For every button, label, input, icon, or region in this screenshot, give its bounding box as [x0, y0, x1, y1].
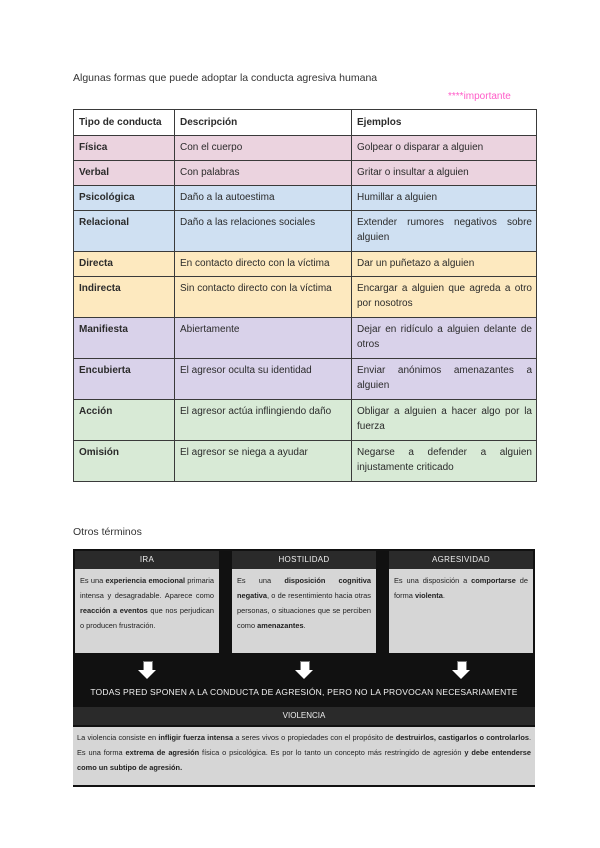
- ira-title: IRA: [75, 551, 219, 569]
- description-cell: Con el cuerpo: [175, 136, 352, 161]
- description-cell: El agresor oculta su identidad: [175, 359, 352, 400]
- table-header-row: [74, 110, 537, 136]
- description-cell: Abiertamente: [175, 318, 352, 359]
- ira-text: Es una experiencia emocional primaria intensa y desagradable. Aparece como reacción a eventos que nos perjudican o producen frustración.: [75, 569, 219, 653]
- table-row: [74, 441, 537, 482]
- example-cell: Dar un puñetazo a alguien: [352, 252, 537, 277]
- table-row: [74, 186, 537, 211]
- type-cell: Psicológica: [74, 186, 175, 211]
- violencia-text: La violencia consiste en infligir fuerza intensa a seres vivos o propiedades con el propósito de destruirlos, castigarlos o controlarlos. Es una forma extrema de agresión física o psicológica. Es por lo tanto un concepto más restringido de agresión y debe entenderse como un subtipo de agresión.: [73, 727, 535, 785]
- description-cell: Daño a la autoestima: [175, 186, 352, 211]
- agresividad-box: [389, 551, 533, 653]
- example-cell: Humillar a alguien: [352, 186, 537, 211]
- table-caption: Algunas formas que puede adoptar la conducta agresiva humana: [73, 72, 378, 84]
- agresividad-title: AGRESIVIDAD: [389, 551, 533, 569]
- type-cell: Omisión: [74, 441, 175, 482]
- terms-diagram: [73, 549, 535, 787]
- violencia-title: VIOLENCIA: [73, 707, 535, 725]
- header-type: Tipo de conducta: [74, 110, 175, 136]
- example-cell: Encargar a alguien que agreda a otro por nosotros: [352, 277, 537, 318]
- agresividad-text: Es una disposición a comportarse de forma violenta.: [389, 569, 533, 653]
- example-cell: Enviar anónimos amenazantes a alguien: [352, 359, 537, 400]
- hostilidad-title: HOSTILIDAD: [232, 551, 376, 569]
- hostilidad-text: Es una disposición cognitiva negativa, o de resentimiento hacia otras personas, o situaciones que se perciben como amenazantes.: [232, 569, 376, 653]
- ira-box: [75, 551, 219, 653]
- example-cell: Dejar en ridículo a alguien delante de otros: [352, 318, 537, 359]
- example-cell: Gritar o insultar a alguien: [352, 161, 537, 186]
- table-row: [74, 359, 537, 400]
- description-cell: Sin contacto directo con la víctima: [175, 277, 352, 318]
- aggression-types-table: [73, 109, 537, 482]
- type-cell: Manifiesta: [74, 318, 175, 359]
- type-cell: Física: [74, 136, 175, 161]
- description-cell: El agresor actúa inflingiendo daño: [175, 400, 352, 441]
- description-cell: En contacto directo con la víctima: [175, 252, 352, 277]
- description-cell: El agresor se niega a ayudar: [175, 441, 352, 482]
- table-row: [74, 318, 537, 359]
- type-cell: Directa: [74, 252, 175, 277]
- table-row: [74, 161, 537, 186]
- type-cell: Encubierta: [74, 359, 175, 400]
- example-cell: Extender rumores negativos sobre alguien: [352, 211, 537, 252]
- important-note: ****importante: [448, 91, 511, 102]
- hostilidad-box: [232, 551, 376, 653]
- table-row: [74, 136, 537, 161]
- header-examples: Ejemplos: [352, 110, 537, 136]
- type-cell: Acción: [74, 400, 175, 441]
- example-cell: Golpear o disparar a alguien: [352, 136, 537, 161]
- table-row: [74, 252, 537, 277]
- example-cell: Negarse a defender a alguien injustamente criticado: [352, 441, 537, 482]
- table-row: [74, 400, 537, 441]
- table-row: [74, 211, 537, 252]
- table-row: [74, 277, 537, 318]
- description-cell: Con palabras: [175, 161, 352, 186]
- example-cell: Obligar a alguien a hacer algo por la fuerza: [352, 400, 537, 441]
- type-cell: Relacional: [74, 211, 175, 252]
- type-cell: Indirecta: [74, 277, 175, 318]
- diagram-note: TODAS PRED SPONEN A LA CONDUCTA DE AGRESIÓN, PERO NO LA PROVOCAN NECESARIAMENTE: [90, 687, 518, 697]
- others-title: Otros términos: [73, 526, 142, 538]
- description-cell: Daño a las relaciones sociales: [175, 211, 352, 252]
- type-cell: Verbal: [74, 161, 175, 186]
- header-description: Descripción: [175, 110, 352, 136]
